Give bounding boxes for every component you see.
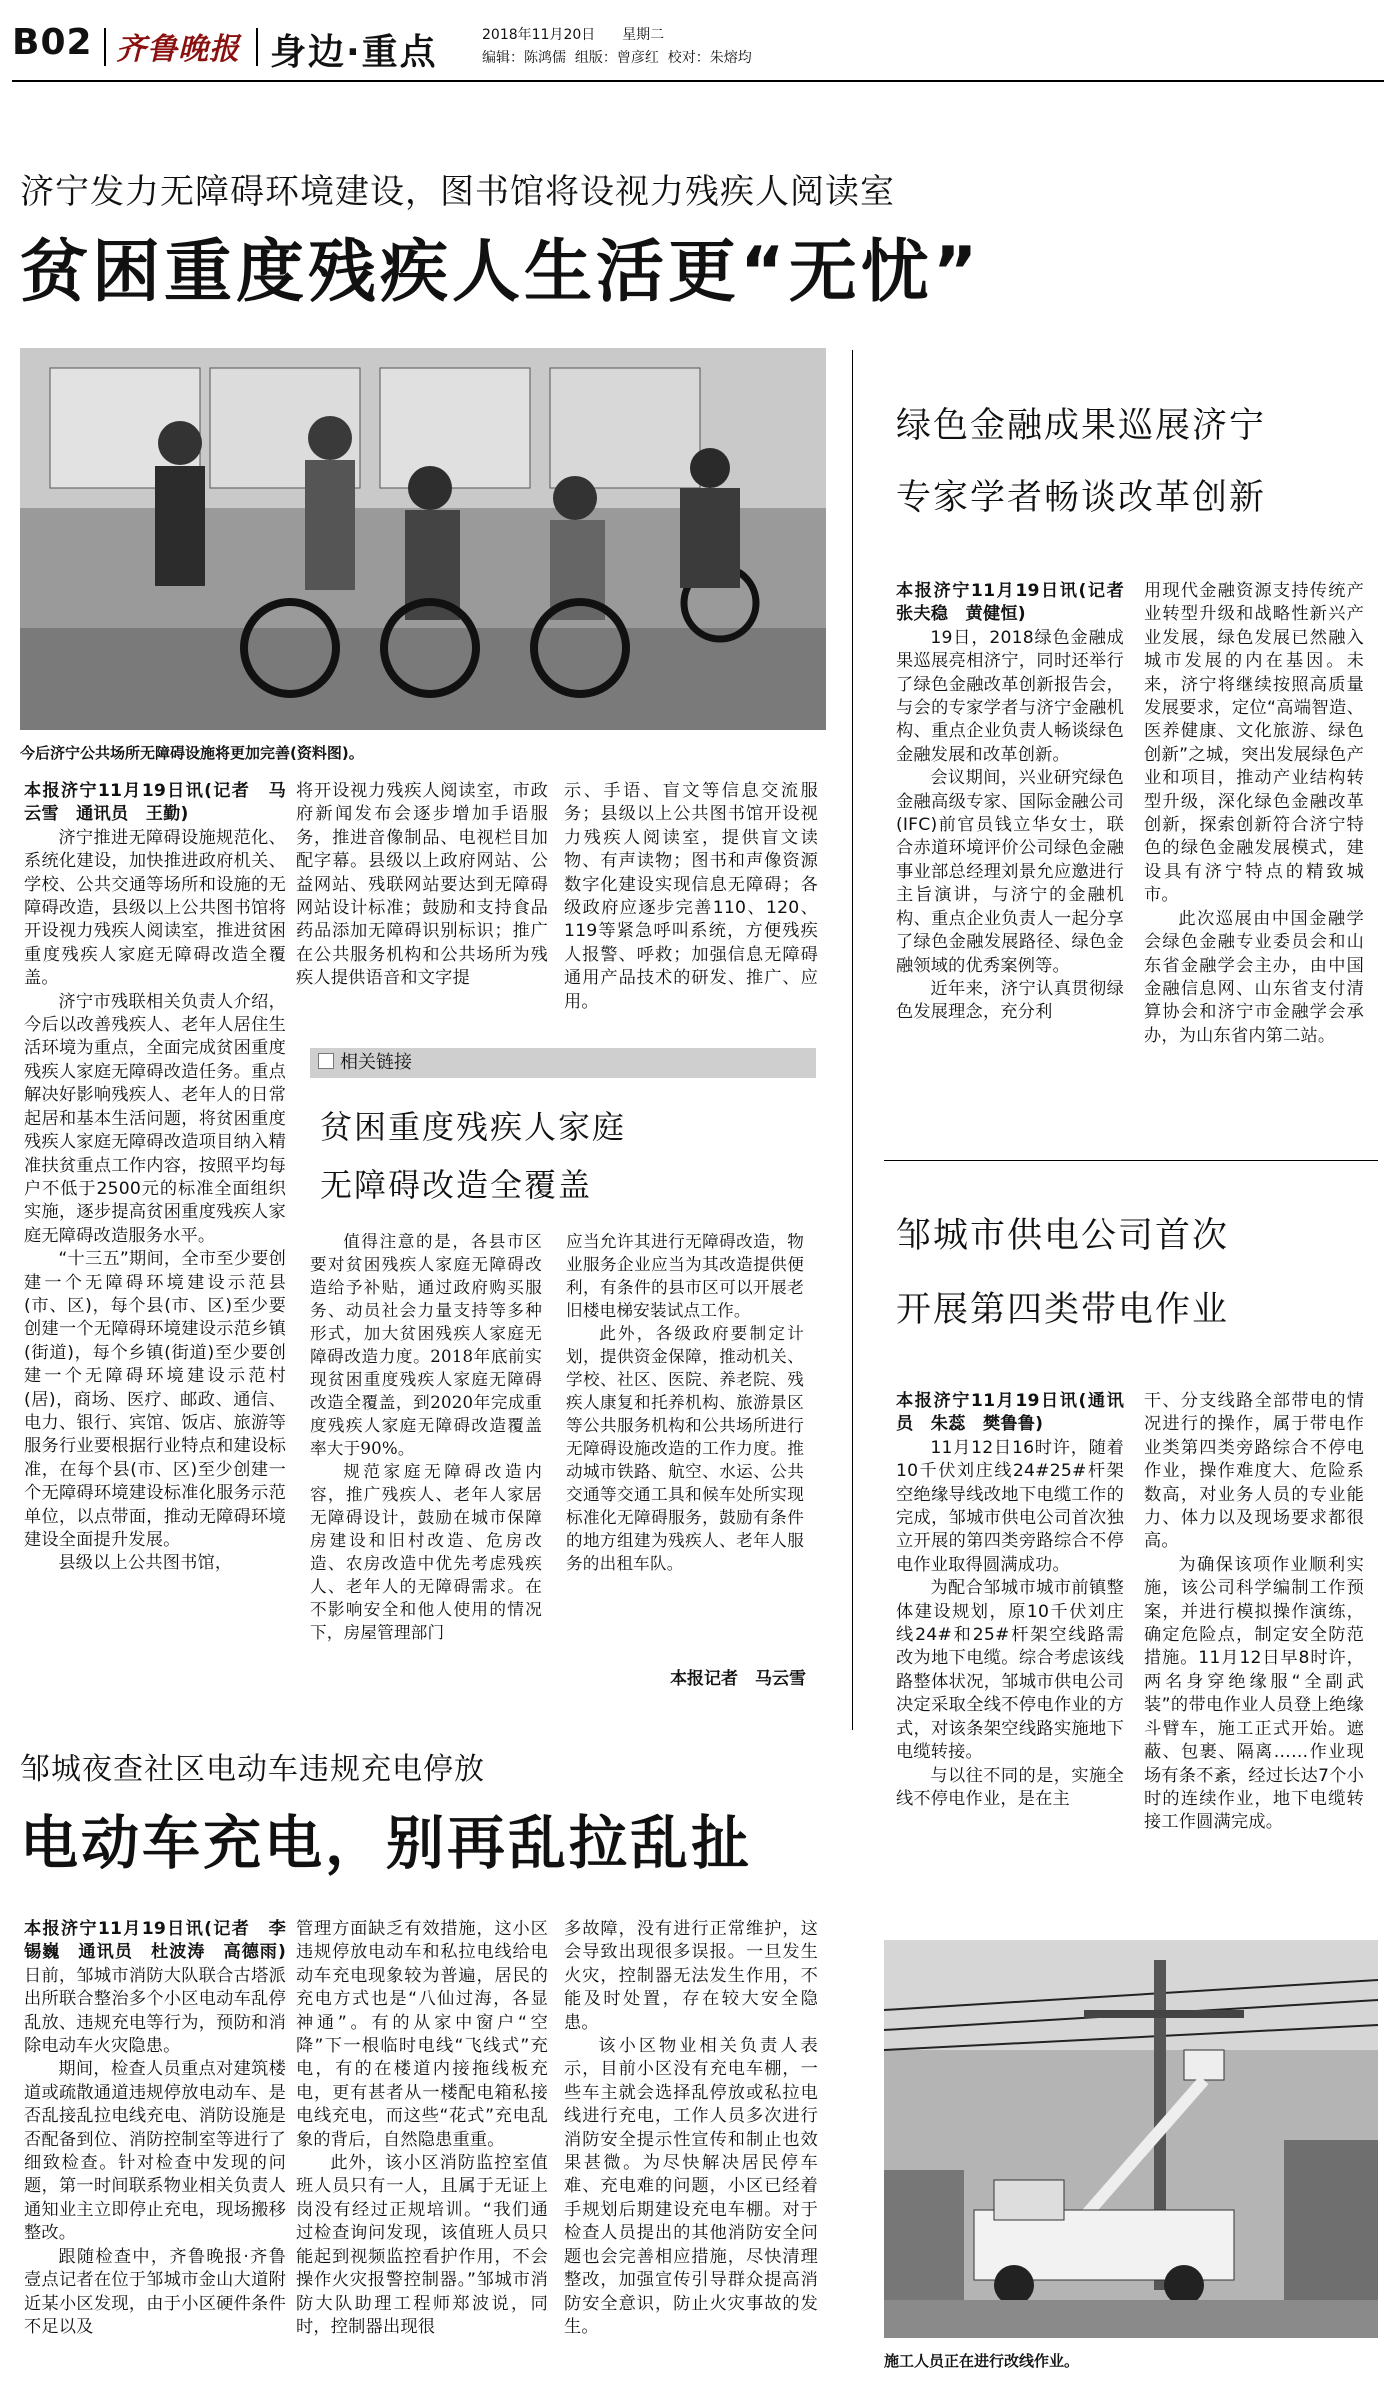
- link-icon: [318, 1053, 334, 1069]
- lead-column-3: [564, 780, 818, 1014]
- lead-paragraph: 将开设视力残疾人阅读室，市政府新闻发布会逐步增加手语服务，推进音像制品、电视栏目加配字幕。县级以上政府网站、公益网站、残联网站要达到无障碍网站设计标准；鼓励和支持食品药品添加无障碍识别标识；推广在公共服务机构和公共场所为残疾人提供语音和文字提: [296, 781, 548, 989]
- masthead-rule: [12, 80, 1384, 82]
- power-title-1: 邹城市供电公司首次: [896, 1216, 1230, 1256]
- ebike-paragraph: 跟随检查中，齐鲁晚报·齐鲁壹点记者在位于邹城市金山大道附近某小区发现，由于小区硬件条件不足以及: [24, 2246, 286, 2337]
- related-tag: [310, 1048, 816, 1078]
- page-code: B02: [12, 22, 93, 63]
- power-paragraph: 为确保该项作业顺利实施，该公司科学编制工作预案，并进行模拟操作演练，确定危险点，制定安全防范措施。11月12日早8时许，两名身穿绝缘服“全副武装”的带电作业人员登上绝缘斗臂车，施工正式开始。遮蔽、包裹、隔离……作业现场有条不紊，经过长达7个小时的连续作业，地下电缆转接工作圆满完成。: [1144, 1554, 1364, 1833]
- green-paragraph: 近年来，济宁认真贯彻绿色发展理念，充分利: [896, 978, 1124, 1023]
- power-byline: 本报济宁11月19日讯(通讯员 朱蕊 樊鲁鲁): [896, 1391, 1124, 1435]
- ebike-paragraph: 管理方面缺乏有效措施，这小区违规停放电动车和私拉电线给电动车充电现象较为普遍，居民的充电方式也是“八仙过海，各显神通”。有的从家中窗户“空降”下一根临时电线“飞线式”充电，有的在楼道内接拖线板充电，更有甚者从一楼配电箱私接电线充电，而这些“花式”充电乱象的背后，自然隐患重重。: [296, 1919, 548, 2150]
- related-column-2: [566, 1230, 804, 1575]
- masthead-divider: [104, 28, 106, 66]
- ebike-column-2: [296, 1918, 548, 2339]
- ebike-column-1: [24, 1918, 286, 2339]
- lead-kicker: 济宁发力无障碍环境建设，图书馆将设视力残疾人阅读室: [20, 172, 895, 212]
- ebike-byline: 本报济宁11月19日讯(记者 李锡巍 通讯员 杜波涛 高德雨): [24, 1919, 286, 1963]
- weekday: 星期二: [622, 27, 665, 43]
- ebike-kicker: 邹城夜查社区电动车违规充电停放: [20, 1752, 485, 1787]
- green-paragraph: 用现代金融资源支持传统产业转型升级和战略性新兴产业发展，绿色发展已然融入城市发展的内在基因。未来，济宁将继续按照高质量发展要求，定位“高端智造、医养健康、文化旅游、绿色创新”之城，突出发展绿色产业和项目，推动产业结构转型升级，深化绿色金融改革创新，探索创新符合济宁特色的绿色金融发展模式，建设具有济宁特点的精致城市。: [1144, 581, 1364, 906]
- utility-work-image: [884, 1940, 1378, 2338]
- section-title: 身边·重点: [270, 32, 438, 73]
- lead-column-1: [24, 780, 286, 1576]
- wheelchair-scene-image: [20, 348, 826, 730]
- power-paragraph: 与以往不同的是，实施全线不停电作业，是在主: [896, 1765, 1124, 1809]
- related-column-1: [310, 1230, 542, 1644]
- related-title-2: 无障碍改造全覆盖: [320, 1166, 593, 1204]
- editors-line: 编辑：陈鸿儒 组版：曾彦红 校对：朱熔均: [482, 50, 752, 66]
- related-signature: 本报记者 马云雪: [670, 1669, 806, 1689]
- related-tag-label: 相关链接: [340, 1052, 412, 1073]
- lead-photo: [20, 348, 826, 730]
- power-column-1: [896, 1390, 1124, 1811]
- power-photo: [884, 1940, 1378, 2338]
- green-title-1: 绿色金融成果巡展济宁: [896, 406, 1267, 446]
- ebike-paragraph: 期间，检查人员重点对建筑楼道或疏散通道违规停放电动车、是否乱接乱拉电线充电、消防设施是否配备到位、消防控制室等进行了细致检查。针对检查中发现的问题，第一时间联系物业相关负责人通知业主立即停止充电，现场搬移整改。: [24, 2059, 286, 2244]
- power-photo-caption: 施工人员正在进行改线作业。: [884, 2352, 1080, 2370]
- lead-photo-caption: 今后济宁公共场所无障碍设施将更加完善(资料图)。: [20, 744, 364, 762]
- ebike-column-3: [564, 1918, 818, 2339]
- green-paragraph: 此次巡展由中国金融学会绿色金融专业委员会和山东省金融学会主办，由中国金融信息网、山东省支付清算协会和济宁市金融学会承办，为山东省内第二站。: [1144, 908, 1364, 1046]
- lead-paragraph: 县级以上公共图书馆，: [58, 1553, 233, 1574]
- masthead-divider: [256, 28, 258, 66]
- power-paragraph: 11月12日16时许，随着10千伏刘庄线24#25#杆架空绝缘导线改地下电缆工作的完成，邹城市供电公司首次独立开展的第四类旁路综合不停电作业取得圆满成功。: [896, 1437, 1124, 1575]
- section-divider: [884, 1160, 1378, 1161]
- ebike-paragraph: 该小区物业相关负责人表示，目前小区没有充电车棚，一些车主就会选择乱停放或私拉电线进行充电，工作人员多次进行消防安全提示性宣传和制止也效果甚微。为尽快解决居民停车难、充电难的问题，小区已经着手规划后期建设充电车棚。对于检查人员提出的其他消防安全问题也会完善相应措施，尽快清理整改，加强宣传引导群众提高消防安全意识，防止火灾事故的发生。: [564, 2036, 818, 2337]
- power-paragraph: 为配合邹城市城市前镇整体建设规划，原10千伏刘庄线24#和25#杆架空线路需改为地下电缆。综合考虑该线路整体状况，邹城市供电公司决定采取全线不停电作业的方式，对该条架空线路实施地下电缆转接。: [896, 1578, 1124, 1763]
- green-title-2: 专家学者畅谈改革创新: [896, 478, 1267, 518]
- date: 2018年11月20日: [482, 27, 596, 43]
- issue-date: [482, 24, 664, 44]
- lead-column-2: [296, 780, 548, 991]
- lead-headline: 贫困重度残疾人生活更“无忧”: [20, 233, 982, 312]
- ebike-headline: 电动车充电，别再乱拉乱扯: [20, 1809, 753, 1877]
- paper-logo: 齐鲁晚报: [116, 32, 240, 67]
- lead-paragraph: “十三五”期间，全市至少要创建一个无障碍环境建设示范县(市、区)，每个县(市、区)至少要创建一个无障碍环境建设示范乡镇(街道)，每个乡镇(街道)至少要创建一个无障碍环境建设示范村(居)，商场、医疗、邮政、通信、电力、银行、宾馆、饭店、旅游等服务行业要根据行业特点和建设标准，在每个县(市、区)至少创建一个无障碍环境建设标准化服务示范单位，以点带面，推动无障碍环境建设全面提升发展。: [24, 1249, 286, 1550]
- related-paragraph: 规范家庭无障碍改造内容，推广残疾人、老年人家居无障碍设计，鼓励在城市保障房建设和旧村改造、危房改造、农房改造中优先考虑残疾人、老年人的无障碍需求。在不影响安全和他人使用的情况下，房屋管理部门: [310, 1462, 542, 1642]
- related-paragraph: 此外，各级政府要制定计划，提供资金保障，推动机关、学校、社区、医院、养老院、残疾人康复和托养机构、旅游景区等公共服务机构和公共场所进行无障碍设施改造的工作力度。推动城市铁路、航空、水运、公共交通等交通工具和候车处所实现标准化无障碍服务，鼓励有条件的地方组建为残疾人、老年人服务的出租车队。: [566, 1324, 804, 1573]
- ebike-paragraph: 日前，邹城市消防大队联合古塔派出所联合整治多个小区电动车乱停乱放、违规充电等行为，预防和消除电动车火灾隐患。: [24, 1965, 286, 2057]
- lead-byline: 本报济宁11月19日讯(记者 马云雪 通讯员 王勤): [24, 781, 286, 825]
- green-byline: 本报济宁11月19日讯(记者 张夫稳 黄健恒): [896, 581, 1142, 625]
- ebike-paragraph: 多故障，没有进行正常维护，这会导致出现很多误报。一旦发生火灾，控制器无法发生作用，不能及时处置，存在较大安全隐患。: [564, 1919, 818, 2033]
- green-column-1: [896, 580, 1142, 1025]
- green-paragraph: 19日，2018绿色金融成果巡展亮相济宁，同时还举行了绿色金融改革创新报告会，与会的专家学者与济宁金融机构、重点企业负责人畅谈绿色金融发展和改革创新。: [896, 627, 1124, 765]
- lead-paragraph: 示、手语、盲文等信息交流服务；县级以上公共图书馆开设视力残疾人阅读室，提供盲文读物、有声读物；图书和声像资源数字化建设实现信息无障碍；各级政府应逐步完善110、120、119等紧急呼叫系统，方便残疾人报警、呼救；加强信息无障碍通用产品技术的研发、推广、应用。: [564, 781, 818, 1012]
- related-paragraph: 应当允许其进行无障碍改造，物业服务企业应当为其改造提供便利，有条件的县市区可以开展老旧楼电梯安装试点工作。: [566, 1232, 804, 1320]
- power-paragraph: 干、分支线路全部带电的情况进行的操作，属于带电作业类第四类旁路综合不停电作业，操作难度大、危险系数高，对业务人员的专业能力、体力以及现场要求都很高。: [1144, 1391, 1364, 1552]
- lead-paragraph: 济宁市残联相关负责人介绍，今后以改善残疾人、老年人居住生活环境为重点，全面完成贫困重度残疾人家庭无障碍改造任务。重点解决好影响残疾人、老年人的日常起居和基本生活问题，将贫困重度残疾人家庭无障碍改造项目纳入精准扶贫重点工作内容，按照平均每户不低于2500元的标准全面组织实施，逐步提高贫困重度残疾人家庭无障碍改造服务水平。: [24, 991, 286, 1246]
- related-paragraph: 值得注意的是，各县市区要对贫困残疾人家庭无障碍改造给予补贴，通过政府购买服务、动员社会力量支持等多种形式，加大贫困残疾人家庭无障碍改造力度。2018年底前实现贫困重度残疾人家庭无障碍改造全覆盖，到2020年完成重度残疾人家庭无障碍改造覆盖率大于90%。: [310, 1232, 542, 1458]
- ebike-paragraph: 此外，该小区消防监控室值班人员只有一人，且属于无证上岗没有经过正规培训。“我们通过检查询问发现，该值班人员只能起到视频监控看护作用，不会操作火灾报警控制器。”邹城市消防大队助理工程师郑波说，同时，控制器出现很: [296, 2153, 548, 2337]
- power-title-2: 开展第四类带电作业: [896, 1290, 1230, 1330]
- green-column-2: [1144, 580, 1364, 1048]
- green-paragraph: 会议期间，兴业研究绿色金融高级专家、国际金融公司(IFC)前官员钱立华女士，联合赤道环境评价公司绿色金融事业部总经理刘景允应邀进行主旨演讲，与济宁的金融机构、重点企业负责人一起分享了绿色金融发展路径、绿色金融领域的优秀案例等。: [896, 768, 1124, 976]
- related-title-1: 贫困重度残疾人家庭: [320, 1108, 627, 1146]
- lead-paragraph: 济宁推进无障碍设施规范化、系统化建设，加快推进政府机关、学校、公共交通等场所和设施的无障碍改造，县级以上公共图书馆将开设视力残疾人阅读室，推进贫困重度残疾人家庭无障碍改造全覆盖。: [24, 827, 286, 989]
- power-column-2: [1144, 1390, 1364, 1835]
- column-divider: [852, 350, 853, 1730]
